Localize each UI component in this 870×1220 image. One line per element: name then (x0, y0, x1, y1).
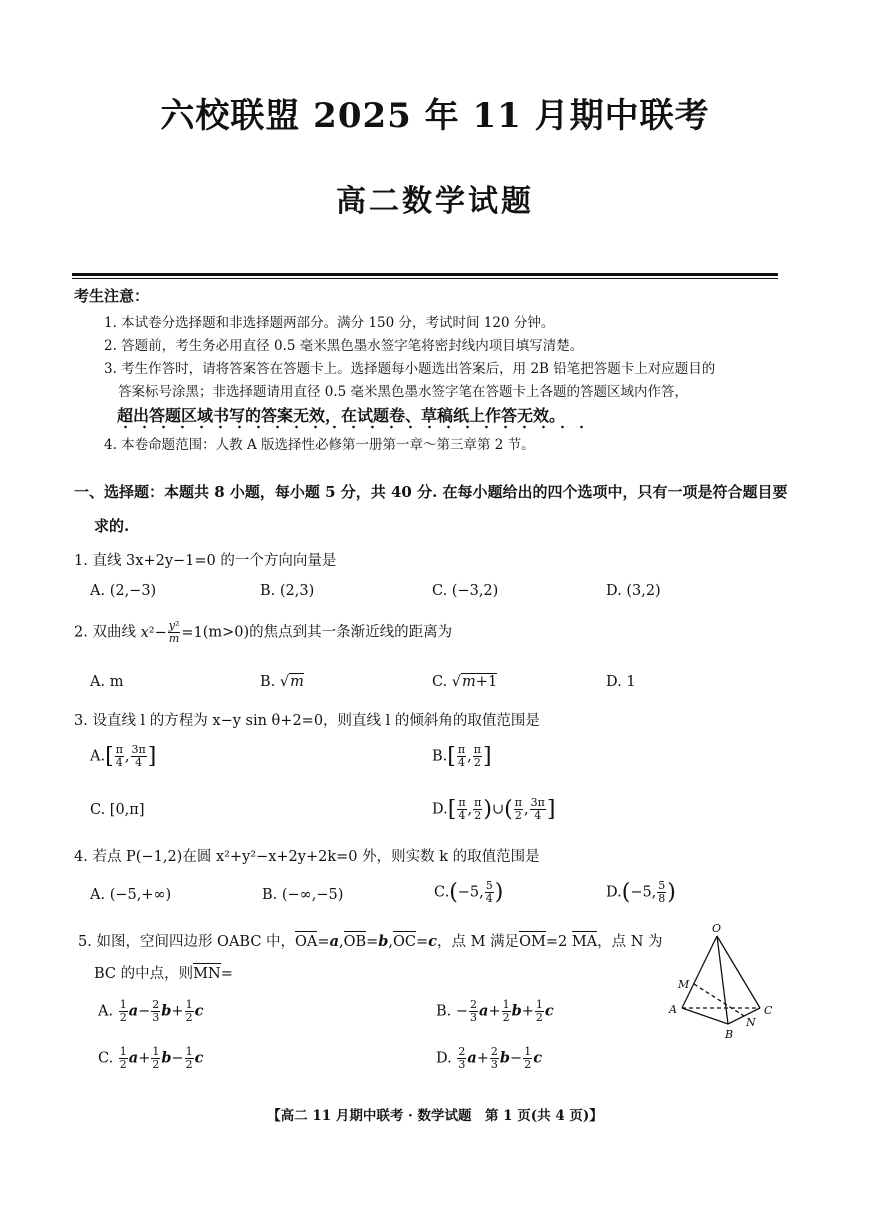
question-2-option-a: A. m (90, 674, 124, 690)
question-2-option-b: B. √m (260, 674, 304, 690)
question-5-option-c: C. $\frac{1}{2}$ a+ $\frac{1}{2}$ b− $\frac{1}{2}$ c (98, 1045, 204, 1071)
question-1-option-b: B. (2,3) (260, 583, 315, 599)
question-5-option-b: B. − $\frac{2}{3}$ a+ $\frac{1}{2}$ b+ $\frac{1}{2}$ c (436, 998, 554, 1024)
question-1-option-d: D. (3,2) (606, 583, 661, 599)
notice-item-4: 4. 本卷命题范围：人教 A 版选择性必修第一册第一章～第三章第 2 节。 (104, 437, 535, 453)
figure-label-c: C (764, 1004, 773, 1017)
exam-subtitle: 高二数学试题 (336, 184, 534, 219)
question-1-stem: 1. 直线 3x+2y−1=0 的一个方向向量是 (74, 553, 337, 569)
question-2-stem (74, 620, 452, 645)
question-4-stem: 4. 若点 P(−1,2)在圆 x²+y²−x+2y+2k=0 外，则实数 k 的取值范围是 (74, 849, 540, 865)
question-1-option-a: A. (2,−3) (90, 583, 157, 599)
question-2-tail: (m>0)的焦点到其一条渐近线的距离为 (202, 624, 453, 641)
question-3-option-c: C. [0,π] (90, 802, 145, 818)
figure-label-a: A (669, 1003, 677, 1016)
header-rule-thin (72, 278, 778, 279)
section-heading-cont: 求的. (94, 517, 130, 535)
page-footer: 【高二 11 月期中联考 · 数学试题 第 1 页(共 4 页)】 (267, 1108, 603, 1124)
section-heading: 一、选择题：本题共 8 小题，每小题 5 分，共 40 分. 在每小题给出的四个选项中，只有一项是符合题目要 (74, 483, 788, 501)
question-1-option-c: C. (−3,2) (432, 583, 499, 599)
header-rule (72, 273, 778, 276)
figure-label-m: M (678, 978, 690, 991)
question-3-stem: 3. 设直线 l 的方程为 x−y sin θ+2=0，则直线 l 的倾斜角的取值范围是 (74, 713, 540, 729)
notice-item-3-cont: 答案标号涂黑；非选择题请用直径 0.5 毫米黑色墨水签字笔在答题卡上各题的答题区域内作答， (118, 384, 689, 400)
notice-item-2: 2. 答题前，考生务必用直径 0.5 毫米黑色墨水签字笔将密封线内项目填写清楚。 (104, 338, 584, 354)
question-5-line2: BC 的中点，则MN= (94, 966, 233, 982)
question-5-option-d: D. $\frac{2}{3}$ a+ $\frac{2}{3}$ b− $\frac{1}{2}$ c (436, 1045, 543, 1071)
question-3-option-a: A.[ $\frac{\pi}{4}$ , $\frac{3\pi}{4}$ ] (90, 743, 157, 769)
question-5-option-a: A. $\frac{1}{2}$ a− $\frac{2}{3}$ b+ $\frac{1}{2}$ c (98, 998, 204, 1024)
emphasis-dots (116, 425, 590, 429)
notice-item-1: 1. 本试卷分选择题和非选择题两部分。满分 150 分，考试时间 120 分钟。 (104, 315, 555, 331)
question-2-option-d: D. 1 (606, 674, 636, 690)
question-2-number: 2. 双曲线 (74, 624, 136, 641)
figure-label-b: B (725, 1028, 734, 1041)
question-4-option-d: D.(−5, $\frac{5}{8}$ ) (606, 879, 676, 905)
question-2-option-c: C. √m+1 (432, 674, 498, 690)
figure-label-o: O (712, 922, 722, 935)
tetrahedron-figure (660, 922, 790, 1047)
notice-item-3: 3. 考生作答时，请将答案答在答题卡上。选择题每小题选出答案后，用 2B 铅笔把答题卡上对应题目的 (104, 361, 716, 377)
question-4-option-c: C.(−5, $\frac{5}{4}$ ) (434, 879, 504, 905)
notice-heading: 考生注意： (74, 287, 150, 305)
notice-item-3-emphasis: 超出答题区域书写的答案无效，在试题卷、草稿纸上作答无效。 (117, 406, 566, 425)
question-3-option-b: B.[ $\frac{\pi}{4}$ , $\frac{\pi}{2}$ ] (432, 743, 492, 769)
question-4-option-b: B. (−∞,−5) (262, 887, 344, 903)
question-5-line1: 5. 如图，空间四边形 OABC 中，OA=a,OB=b,OC=c，点 M 满足OM=2 MA，点 N 为 (78, 933, 663, 950)
question-4-option-a: A. (−5,+∞) (90, 887, 172, 903)
question-2-equation: x²− $\frac{\text{y²}}{m}$ =1 (140, 619, 203, 645)
figure-label-n: N (746, 1016, 756, 1029)
question-3-option-d: D.[ $\frac{\pi}{4}$ , $\frac{\pi}{2}$ )∪( $\frac{\pi}{2}$ , $\frac{3\pi}{4}$ ] (432, 796, 556, 822)
exam-title: 六校联盟 2025 年 11 月期中联考 (160, 96, 710, 136)
